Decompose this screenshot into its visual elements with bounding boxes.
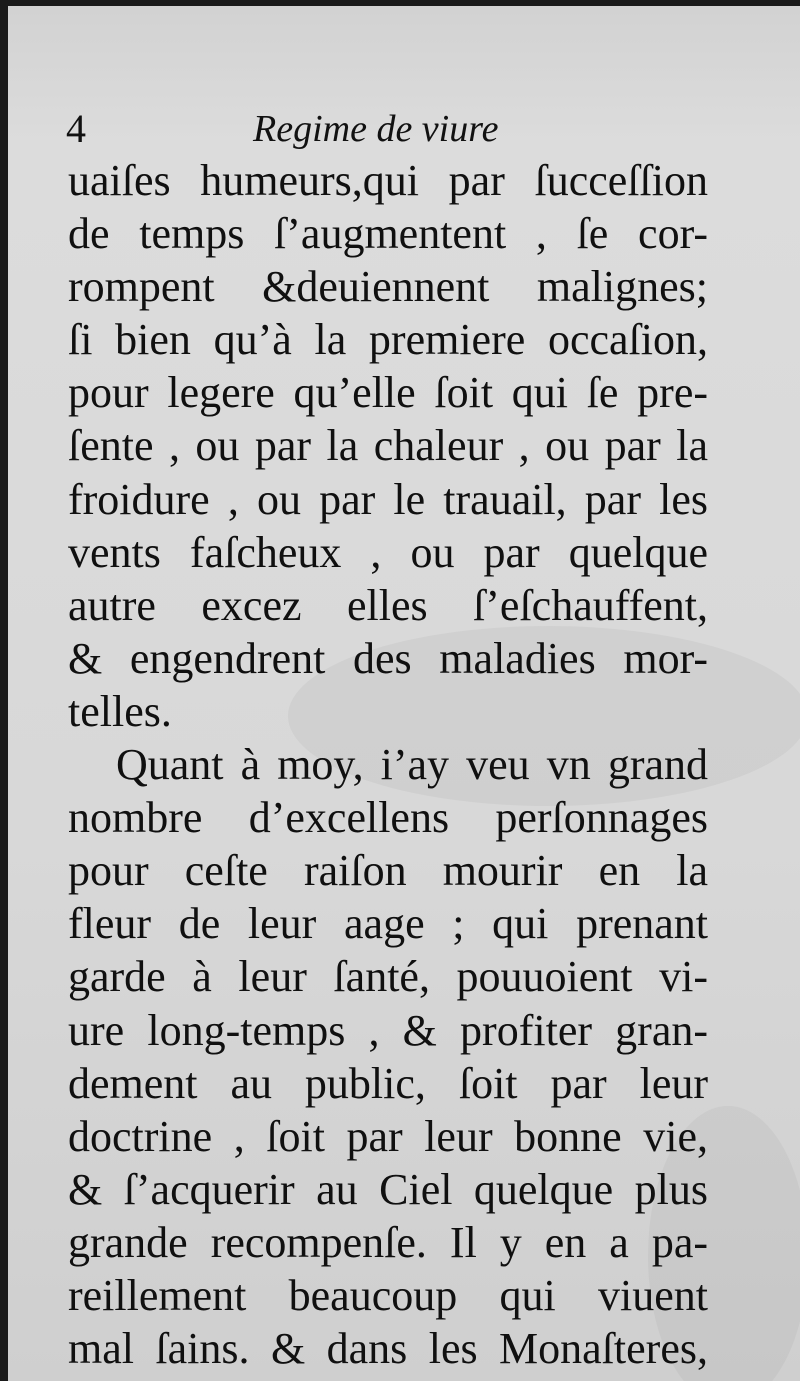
text-line: ſi bien qu’à la premiere occaſion, — [68, 315, 708, 365]
text-line: vents faſcheux , ou par quelque — [68, 527, 708, 577]
text-line: & ſ’acquerir au Ciel quelque plus — [68, 1164, 708, 1214]
text-line: nombre d’excellens perſonnages — [68, 793, 708, 843]
text-line: dement au public, ſoit par leur — [68, 1058, 708, 1108]
text-line: pour legere qu’elle ſoit qui ſe pre- — [68, 368, 708, 418]
text-line: grande recompenſe. Il y en a pa- — [68, 1217, 708, 1267]
text-line: & engendrent des maladies mor- — [68, 633, 708, 683]
text-line: rompent &deuiennent malignes; — [68, 262, 708, 312]
text-line: ſente , ou par la chaleur , ou par la — [68, 421, 708, 471]
text-line: doctrine , ſoit par leur bonne vie, — [68, 1111, 708, 1161]
text-line: reillement beaucoup qui viuent — [68, 1270, 708, 1320]
text-line: mal ſains. & dans les Monaſteres, — [68, 1324, 708, 1374]
text-line: ure long-temps , & profiter gran- — [68, 1005, 708, 1055]
text-line: Quant à moy, i’ay veu vn grand — [116, 740, 708, 790]
running-head — [66, 104, 686, 154]
text-line: pour ceſte raiſon mourir en la — [68, 846, 708, 896]
text-line: uaiſes humeurs,qui par ſucceſſion — [68, 156, 708, 205]
text-line: fleur de leur aage ; qui prenant — [68, 899, 708, 949]
page-number: 4 — [66, 106, 86, 151]
text-line: telles. — [68, 686, 172, 736]
text-line: garde à leur ſanté, pouuoient vi- — [68, 952, 708, 1002]
body-text — [68, 154, 708, 1375]
text-line: froidure , ou par le trauail, par les — [68, 474, 708, 524]
text-line: autre excez elles ſ’eſchauffent, — [68, 580, 708, 630]
running-title: Regime de viure — [253, 108, 499, 150]
book-page — [8, 6, 800, 1381]
text-line: de temps ſ’augmentent , ſe cor- — [68, 209, 708, 259]
